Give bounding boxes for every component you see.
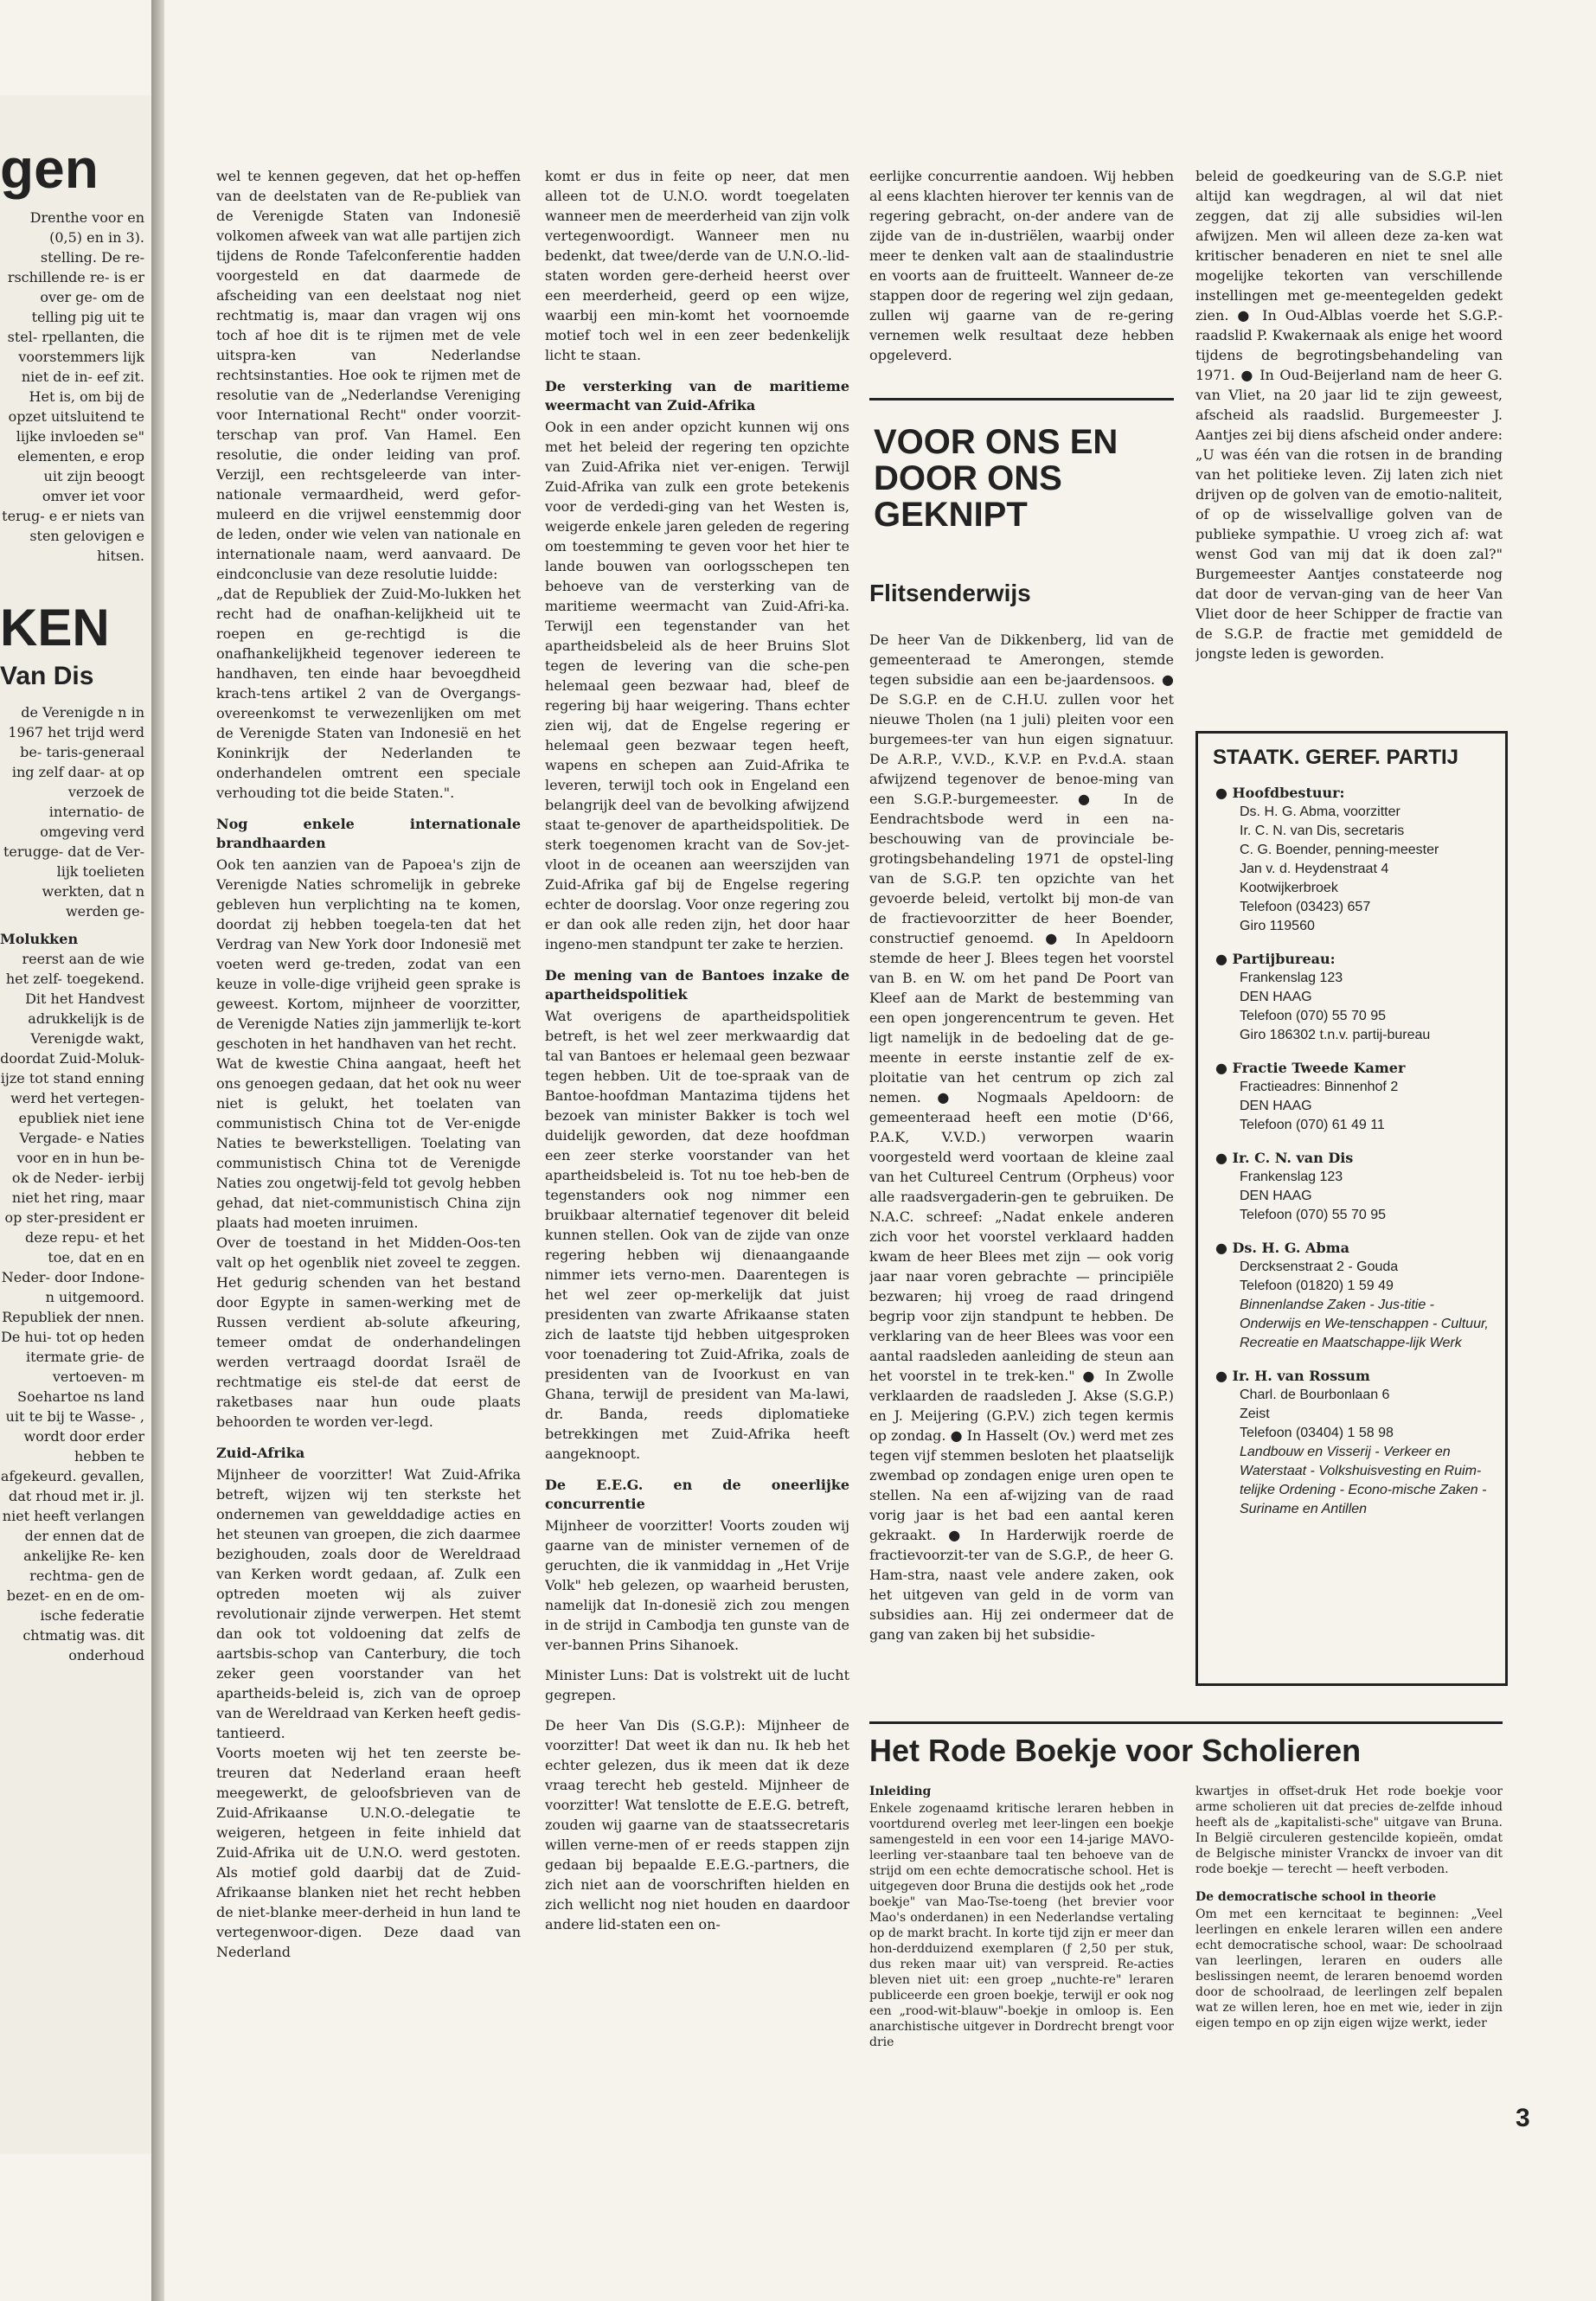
box-heading: ● Fractie Tweede Kamer: [1215, 1060, 1406, 1076]
col2-subhead: De versterking van de maritieme weermacht van Zuid-Afrika: [545, 378, 849, 413]
box-heading: ● Ir. H. van Rossum: [1215, 1368, 1370, 1384]
box-line: Giro 186302 t.n.v. partij-bureau: [1240, 1028, 1431, 1042]
col2-paragraph: Ook in een ander opzicht kunnen wij ons met het beleid der regering ten opzichte van Zuid-Afrika niet ver-enigen. Terwijl Zuid-Afrika van zulk een grote betekenis voor de verdedi-ging van het Westen is, weigerde enkele jaren geleden de regering om toestemming te geven voor het hier te lande bouwen van oorlogsschepen ten behoeve van de versterking van de maritieme weermacht van Zuid-Afri-ka. Terwijl een tegenstander van het apartheidsbeleid als de heer Bruins Slot tegen de levering van die sche-pen helemaal geen bezwaar had, bleef de regering bij haar weigering. Thans echter zien wij, dat de Engelse regering er helemaal geen bezwaar tegen heeft, wapens en schepen aan Zuid-Afrika te leveren, terwijl toch ook in Engeland een belangrijk deel van de bevolking afwijzend staat te-genover de apartheidspolitiek. De sterk toegenomen kracht van de Sov-jet-vloot in de oceanen aan weerszijden van Zuid-Afrika gaf bij de Engelse regering echter de doorslag. Voor onze regering zou er dan ook alle reden zijn, het door haar ingeno-men standpunt ter zake te herzien.: [545, 419, 849, 952]
box-line: Frankenslag 123: [1240, 971, 1343, 985]
box-line: Fractieadres: Binnenhof 2: [1240, 1080, 1399, 1094]
col1-paragraph: Over de toestand in het Midden-Oos-ten valt op het ogenblik niet zoveel te zeggen. Het gedurig schenden van het bestand door Egypte in samen-werking met de Russen verdient ab-solute afkeuring, temeer omdat de onderhandelingen werden vertraagd doordat Israël de rechtmatige eis stel-de dat eerst de raketbases naar hun oude plaats behoorden te worden ver-legd.: [216, 1234, 521, 1430]
col1-paragraph: Wat de kwestie China aangaat, heeft het ons genoegen gedaan, dat het ook nu weer niet is gelukt, het toelaten van communistisch China tot de Ver-enigde Naties te bewerkstelligen. Toelating van communistisch China tot de Verenigde Naties zou ongetwij-feld tot gevolg hebben gehad, dat niet-communistisch China zijn plaats had moeten inruimen.: [216, 1055, 521, 1231]
strip-bottom-text: reerst aan de wie het zelf- toegekend. Dit het Handvest adrukkelijk is de Verenigde wakt, doordat Zuid-Moluk- ijze tot stand enning werd het vertegen- epubliek niet iene Vergade- e Naties voor en in hun be- ok de Neder- ierbij niet het ring, maar op ster-president er deze repu- et het toe, dat en en Neder- door Indone- n uitgemoord. Republiek der nnen. De hui- tot op heden itermate grie- de vertoeven- m Soehartoe ns land uit te bij te Wasse- , wordt door erder hebben te afgekeurd. gevallen, dat rhoud met ir. jl. niet heeft verlangen der ennen dat de ankelijke Re- ken rechtma- gen de bezet- en en de om- ische federatie chtmatig was. dit onderhoud: [0, 951, 144, 1663]
box-heading: ● Partijbureau:: [1215, 951, 1336, 967]
sgp-box-title: STAATK. GEREF. PARTIJ: [1213, 746, 1459, 769]
box-line: Ir. C. N. van Dis, secretaris: [1240, 824, 1405, 838]
col3-paragraph: eerlijke concurrentie aandoen. Wij hebben al eens klachten hierover ter kennis van de regering gebracht, on-der andere van de zijde van de in-dustriëlen, waarbij onder meer te denken valt aan de staalindustrie en voorts aan de fruitteelt. Wanneer de-ze stappen door de regering wel zijn gedaan, zullen wij gaarne van de re-gering vernemen welk resultaat deze hebben opgeleverd.: [869, 168, 1174, 363]
box-line: Telefoon (01820) 1 59 49: [1240, 1279, 1394, 1293]
rode-paragraph: kwartjes in offset-druk Het rode boekje voor arme scholieren uit dat precies de-zelfde inhoud heeft als de „kapitalisti-sche" uitgave van Bruna. In België circuleren gestencilde kopieën, omdat de Belgische minister Vranckx de invoer van dit rode boekje — terecht — heeft verboden.: [1195, 1785, 1503, 1876]
article-rule: [869, 1721, 1503, 1724]
col1-paragraph: wel te kennen gegeven, dat het op-heffen van de deelstaten van de Re-publiek van de Verenigde Staten van Indonesië volkomen afweek van wat alle partijen zich tijdens de Ronde Tafelconferentie hadden voorgesteld en dat daarmede de afscheiding van een deelstaat nog niet rechtmatig is, maar dan vragen wij ons toch af hoe dit is te rijmen met de vele uitspra-ken van Nederlandse rechtsinstanties. Hoe ook te rijmen met de resolutie van de „Nederlandse Vereniging voor International Recht" onder voorzit-terschap van prof. Van Hamel. Een resolutie, die onder leiding van prof. Verzijl, een rechtsgeleerde van inter-nationale vermaardheid, werd gefor-muleerd en die vrijwel eenstemmig door de leden, onder wie velen van nationale en internationale naam, werd aanvaard. De eindconclusie van deze resolutie luidde:: [216, 168, 521, 582]
rode-column-2: [1195, 1784, 1503, 2112]
col2-paragraph: Mijnheer de voorzitter! Voorts zouden wij gaarne van de minister vernemen of de geruchten, die ik vanmiddag in „Het Vrije Volk" heb gelezen, op waarheid berusten, namelijk dat In-donesië zich zou mengen in de strijd in Cambodja ten gunste van de ver-bannen Prins Sihanoek.: [545, 1517, 849, 1653]
col2-subhead: De mening van de Bantoes inzake de apartheidspolitiek: [545, 967, 849, 1003]
box-line: Kootwijkerbroek: [1240, 881, 1338, 895]
box-line: Giro 119560: [1240, 919, 1315, 933]
flitsenderwijs-heading: Flitsenderwijs: [869, 580, 1031, 606]
box-line: Telefoon (070) 55 70 95: [1240, 1208, 1387, 1222]
box-line: C. G. Boender, penning-meester: [1240, 843, 1439, 857]
box-heading: ● Hoofdbestuur:: [1215, 785, 1345, 801]
ken-headline: KEN: [0, 599, 110, 657]
rode-boekje-title: Het Rode Boekje voor Scholieren: [869, 1733, 1362, 1768]
col2-paragraph: komt er dus in feite op neer, dat men alleen tot de U.N.O. wordt toegelaten wanneer men de meerderheid van zijn volk vertegenwoordigt. Wanneer men nu bedenkt, dat twee/derde van de U.N.O.-lid-staten worden gere-derheid heerst over een meerderheid, geerd op een wijze, waarbij een min-komt het voornoemde motief toch wel in een zeer bedenkelijk licht te staan.: [545, 168, 849, 363]
col1-subhead: Nog enkele internationale brandhaarden: [216, 816, 521, 851]
box-line: DEN HAAG: [1240, 1189, 1312, 1203]
molukken-subhead: Molukken: [0, 931, 79, 947]
sgp-box-body: [1215, 784, 1492, 1519]
box-line: Telefoon (070) 55 70 95: [1240, 1009, 1387, 1023]
rode-paragraph: Om met een kerncitaat te beginnen: „Veel leerlingen en enkele leraren willen een andere echt democratische school, waar: De schoolraad van leerlingen, leraren en ouders alle beslissingen neemt, de leraren benoemd worden door de schoolraad, de leerlingen zelf bepalen wat ze willen leren, hoe en met wie, ieder in zijn eigen tempo en op zijn eigen wijze werkt, ieder: [1195, 1907, 1503, 2030]
column-3-top: [869, 166, 1174, 387]
page-gutter: [151, 0, 164, 2301]
strip-top-text: Drenthe voor en (0,5) en in 3). stelling. De re- rschillende re- is er over ge- om de telling pig uit te stel- rpellanten, die voorstemmers lijk niet de in- eef zit. Het is, om bij de opzet uitsluitend te lijke invloeden se" elementen, e erop uit zijn beoogt omver iet voor terug- e er niets van sten gelovigen e hitsen.: [2, 209, 144, 564]
van-dis-heading: Van Dis: [0, 662, 94, 690]
col1-subhead: Zuid-Afrika: [216, 1445, 305, 1461]
col3-paragraph: De heer Van de Dikkenberg, lid van de gemeenteraad te Amerongen, stemde tegen subsidie aan een be-jaardensoos. ● De S.G.P. en de C.H.U. zullen voor het nieuwe Tholen (na 1 juli) pleiten voor een burgemees-ter van hun eigen signatuur. De A.R.P., V.V.D., K.V.P. en P.v.d.A. staan afwijzend tegenover de benoe-ming van een S.G.P.-burgemeester. ● In de Eendrachtsbode werd in een na-beschouwing van de provinciale be-grotingsbehandeling 1971 de opstel-ling van de S.G.P. ten opzichte van het gevoerde beleid, vertolkt bij mon-de van de fractievoorzitter de heer Boender, constructief genoemd. ● In Apeldoorn stemde de heer J. Blees tegen het voorstel van B. en W. om het pand De Poort van Kleef aan de Markt de bestemming van een open jongerencentrum te geven. Het ligt namelijk in de bedoeling dat de ge-meente in eerste instantie zelf de ex-ploitatie van het centrum op zich zal nemen. ● Nogmaals Apeldoorn: de gemeenteraad heeft een motie (D'66, P.A.K, V.V.D.) verworpen waarin voorgesteld werd voortaan de kleine zaal van het Cultureel Centrum (Orpheus) voor alle raadsvergaderin-gen te gebruiken. De N.A.C. schreef: „Nadat enkele anderen zich voor het voorstel verklaard hadden kwam de heer Blees met zijn — ook vorig jaar naar voren gebrachte — principiële bezwaren; hij vroeg de raad dringend begrip voor zijn standpunt te hebben. De verklaring van de heer Blees was voor een aantal raadsleden aanleiding de steun aan het voorstel in te trek-ken." ● In Zwolle verklaarden de raadsleden J. Akse (S.G.P.) en J. Meijering (G.P.V.) zich tegen kermis op zondag. ● In Hasselt (Ov.) werd met zes tegen vijf stemmen besloten het plaatselijk zwembad op zondagen enige uren open te stellen. Na een af-wijzing van de raad vorig jaar is het bad een aantal keren gekraakt. ● In Harderwijk roerde de fractievoorzit-ter van de S.G.P., de heer G. Ham-stra, naast vele andere zaken, ook het uitgeven van geld in de vorm van subsidies aan. Hij zei ondermeer dat de gang van zaken bij het subsidie-: [869, 631, 1174, 1643]
col1-paragraph: Voorts moeten wij het ten zeerste be-treuren dat Nederland eraan heeft meegewerkt, de geloofsbrieven van de Zuid-Afrikaanse U.N.O.-delegatie te weigeren, hetgeen in feite inhield dat Zuid-Afrika uit de U.N.O. werd gestoten. Als motief gold daarbij dat de Zuid-Afrikaanse blanken niet het recht hebben de niet-blanke meer-derheid in hun land te vertegenwoor-digen. Deze daad van Nederland: [216, 1745, 521, 1960]
box-line: Frankenslag 123: [1240, 1170, 1343, 1184]
voor-ons-banner: VOOR ONS EN DOOR ONS GEKNIPT: [874, 423, 1118, 534]
box-line: Dercksenstraat 2 - Gouda: [1240, 1259, 1399, 1274]
rode-paragraph: Enkele zogenaamd kritische leraren hebben in voortdurend overleg met leer-lingen een boekje samengesteld in een voor een 14-jarige MAVO-leerling ver-staanbare taal ten behoeve van de strijd om een echte democratische school. Het is uitgegeven door Bruna die destijds ook het „rode boekje" van Mao-Tse-toeng (het brevier voor Mao's onderdanen) in een Nederlandse vertaling op de markt bracht. In korte tijd zijn er meer dan hon-derdduizend exemplaren (ƒ 2,50 per stuk, dus reken maar uit) van verspreid. Re-acties bleven niet uit: een groep „nuchte-re" leraren publiceerde een groen boekje, terwijl er ook nog een „rood-wit-blauw"-boekje in omloop is. Een anarchistische uitgever in Dordrecht brengt voor drie: [869, 1802, 1174, 2049]
col4-paragraph: beleid de goedkeuring van de S.G.P. niet altijd kan wegdragen, al wil dat niet zeggen, dat zij alle subsidies wil-len afwijzen. Men wil alleen deze za-ken wat kritischer benaderen en niet te snel alle mogelijke tekorten van verschillende instellingen met ge-meentegelden gedekt zien. ● In Oud-Alblas voerde het S.G.P.-raadslid P. Kwakernaak als enige het woord tijdens de begrotingsbehandeling van 1971. ● In Oud-Beijerland nam de heer G. van Vliet, na 20 jaar lid te zijn geweest, afscheid als raadslid. Burgemeester J. Aantjes zei bij diens afscheid onder andere: „U was één van die rotsen in de branding van het politieke leven. Zij laten zich niet drijven op de golven van de emotio-naliteit, of op de wisselvallige golven van de publieke sympathie. U vroeg zich af: wat wenst God van mij dat ik doen zal?" Burgemeester Aantjes constateerde nog dat door de vervan-ging van de heer Van Vliet door de heer Schipper de fractie van de S.G.P. de fractie met gemiddeld de jongste leden is geworden.: [1195, 168, 1503, 662]
box-line: Telefoon (03404) 1 58 98: [1240, 1426, 1394, 1440]
col2-subhead: De E.E.G. en de oneerlijke concurrentie: [545, 1477, 849, 1512]
box-line: Jan v. d. Heydenstraat 4: [1240, 862, 1389, 876]
col2-paragraph: Minister Luns: Dat is volstrekt uit de lucht gegrepen.: [545, 1667, 849, 1703]
box-heading: ● Ir. C. N. van Dis: [1215, 1150, 1354, 1166]
strip-mid-text: de Verenigde n in 1967 het trijd werd be- taris-generaal ing zelf daar- at op verzoek de internatio- de omgeving verd terugge- dat de Ver- lijk toelieten werkten, dat n werden ge-: [3, 704, 144, 920]
previous-page-strip: [0, 95, 154, 2154]
box-heading: ● Ds. H. G. Abma: [1215, 1240, 1349, 1256]
box-line: Charl. de Bourbonlaan 6: [1240, 1388, 1390, 1402]
column-4: [1195, 166, 1503, 707]
headline-fragment: gen: [0, 138, 99, 200]
column-1: [216, 166, 521, 2112]
box-portfolio: Landbouw en Visserij - Verkeer en Waterstaat - Volkshuisvesting en Ruim-telijke Ordening - Econo-mische Zaken - Suriname en Antillen: [1240, 1445, 1487, 1516]
rode-column-1: [869, 1784, 1174, 2112]
rode-subhead: De democratische school in theorie: [1195, 1890, 1437, 1904]
section-rule: [869, 398, 1174, 401]
page-number: 3: [1516, 2104, 1530, 2132]
box-line: Zeist: [1240, 1407, 1270, 1421]
box-line: DEN HAAG: [1240, 1099, 1312, 1113]
box-portfolio: Binnenlandse Zaken - Jus-titie - Onderwijs en We-tenschappen - Cultuur, Recreatie en Maatschappe-lijk Werk: [1240, 1298, 1489, 1350]
box-line: DEN HAAG: [1240, 990, 1312, 1004]
box-line: Telefoon (03423) 657: [1240, 900, 1371, 914]
col2-paragraph: Wat overigens de apartheidspolitiek betreft, is het wel zeer merkwaardig dat tal van Bantoes er helemaal geen bezwaar tegen hebben. Uit de toe-spraak van de Bantoe-hoofdman Mantazima tijdens het bezoek van minister Bakker is toch wel duidelijk geworden, dat deze hoofdman een zeer sterke voorstander van het apartheidsbeleid is. Tot nu toe heb-ben de tegenstanders ook nog nimmer een bruikbaar alternatief tegenover dit beleid kunnen stellen. Ook van de zijde van onze regering hebben wij dienaangaande nimmer iets verno-men. Daarentegen is het wel zeer op-merkelijk dat juist presidenten van zwarte Afrikaanse staten zich de laatste tijd hebben uitgesproken voor toenadering tot Zuid-Afrika, zoals de presidenten van de Ivoorkust en van Ghana, terwijl de president van Ma-lawi, dr. Banda, reeds diplomatieke betrekkingen met Zuid-Afrika heeft aangeknoopt.: [545, 1008, 849, 1462]
col2-paragraph: De heer Van Dis (S.G.P.): Mijnheer de voorzitter! Dat weet ik dan nu. Ik heb het echter gelezen, dus ik meen dat ik deze vraag terecht heb gesteld. Mijnheer de voorzitter! Wat tenslotte de E.E.G. betreft, zouden wij gaarne van de staatssecretaris willen verne-men of er reeds stappen zijn gedaan bij bepaalde E.E.G.-partners, die zich niet aan de voorschriften hielden en zich wellicht nog niet houden en daardoor andere lid-staten een on-: [545, 1717, 849, 1932]
box-line: Ds. H. G. Abma, voorzitter: [1240, 804, 1401, 819]
column-2: [545, 166, 849, 2112]
col1-paragraph: Ook ten aanzien van de Papoea's zijn de Verenigde Naties schromelijk in gebreke gebleven hun verplichting na te komen, doordat zij hebben toegela-ten dat het Verdrag van New York door Indonesië met voeten werd ge-treden, zodat van een keuze in volle-dige vrijheid geen sprake is geweest. Kortom, mijnheer de voorzitter, de Verenigde Naties zijn jammerlijk te-kort geschoten in het handhaven van het recht.: [216, 856, 521, 1052]
col1-quote: „dat de Republiek der Zuid-Mo-lukken het recht had de onafhan-kelijkheid uit te roepen en ge-rechtigd is die onafhankelijkheid tegenover iedereen te handhaven, ten einde haar bevoegdheid krach-tens artikel 2 van de Overgangs-overeenkomst te verwezenlijken om met de Verenigde Staten van Indonesië en het Koninkrijk der Nederlanden te onderhandelen omtrent een speciale verhouding tot die beide Staten.".: [216, 586, 521, 801]
box-line: Telefoon (070) 61 49 11: [1240, 1118, 1385, 1132]
rode-subhead: Inleiding: [869, 1785, 932, 1798]
col1-paragraph: Mijnheer de voorzitter! Wat Zuid-Afrika betreft, wijzen wij ten sterkste het ondernemen van gewelddadige acties en het steunen van groepen, die zich daarmee bezighouden, zoals door de Wereldraad van Kerken wordt gedaan, af. Zulk een optreden moeten wij als zuiver revolutionair zijnde verwerpen. Het stemt dan ook tot voldoening dat zelfs de aartsbis-schop van Canterbury, die toch zeker geen voorstander van het apartheids-beleid is, zich van de oproep van de Wereldraad van Kerken heeft gedis-tantieerd.: [216, 1466, 521, 1741]
column-3-bottom: [869, 630, 1174, 1687]
